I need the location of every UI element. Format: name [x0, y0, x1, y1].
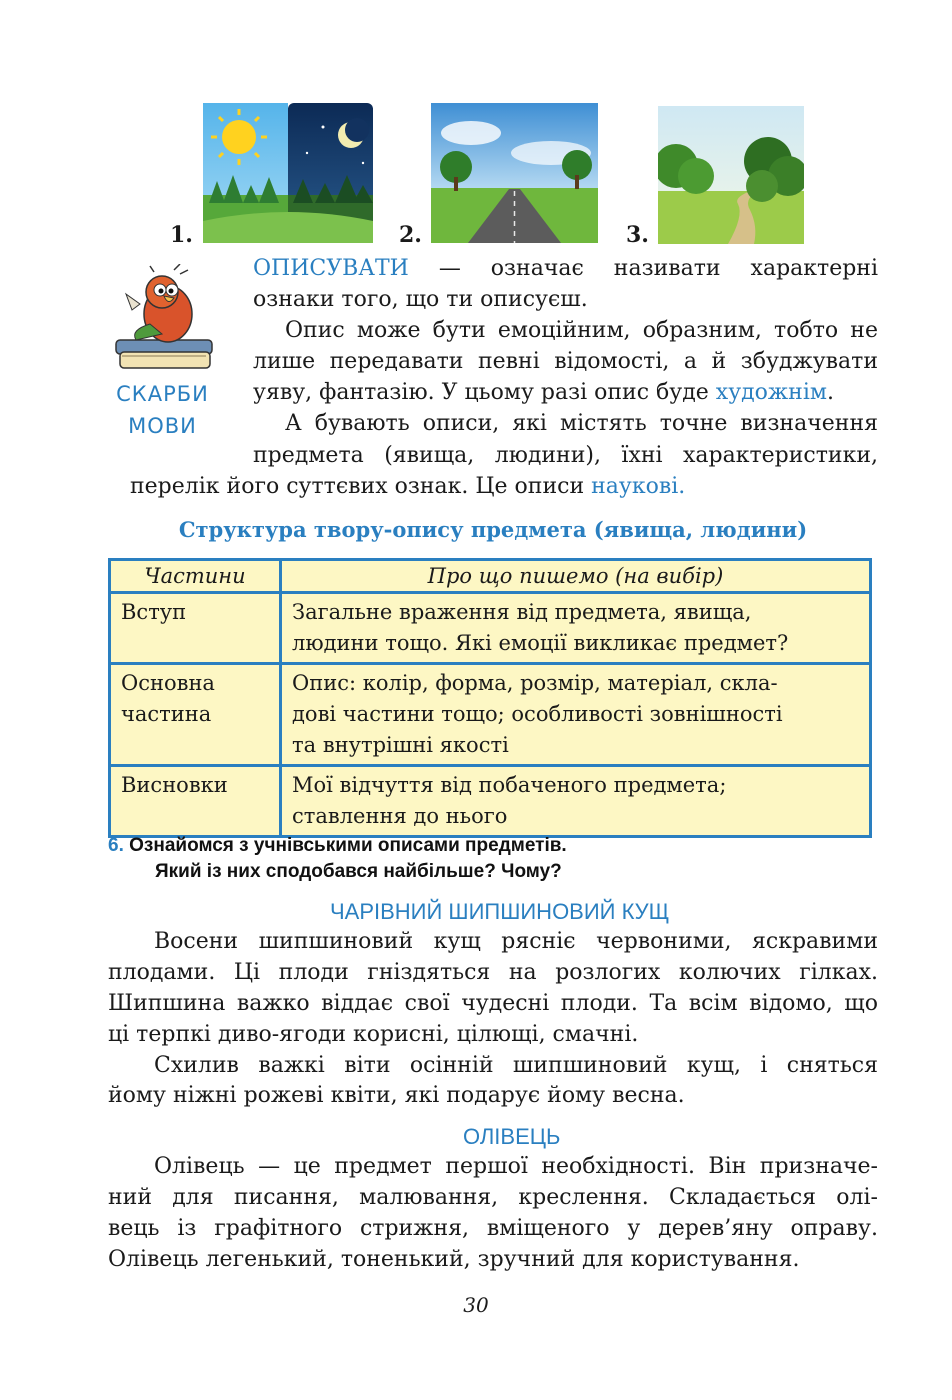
- intro-line-8: [130, 474, 685, 499]
- task-number: 6.: [108, 835, 124, 856]
- row-about-conclusion-line2: ставлення до нього: [292, 804, 508, 828]
- column-header-about: Про що пишемо (на вибір): [281, 560, 871, 593]
- essay1-line-3: Шипшина важко віддає свої чудесні плоди. Та всім відомо, що: [108, 991, 878, 1016]
- row-about-main-line2: дові частини тощо; особливості зовнішності: [292, 702, 783, 726]
- table-row: [110, 766, 871, 837]
- intro-line-3: Опис може бути емоційним, образним, тобто не: [285, 318, 878, 343]
- road-image: [431, 103, 598, 243]
- row-about-intro: [281, 593, 871, 664]
- intro-line-5: [253, 380, 878, 405]
- row-part-main: [110, 664, 281, 766]
- row-about-main: [281, 664, 871, 766]
- image-label-3: 3.: [626, 222, 649, 248]
- essay1-line-5: Схилив важкі віти осінній шипшиновий кущ, і сняться: [154, 1053, 878, 1078]
- page-number: 30: [463, 1293, 489, 1317]
- intro-line-7: предмета (явища, людини), їхні характеристики,: [253, 443, 878, 468]
- keyword-naukovi: наукові.: [591, 474, 686, 499]
- row-about-conclusion: [281, 766, 871, 837]
- skarbi-movy-label-line2: МОВИ: [128, 414, 197, 438]
- essay1-line-4: ці терпкі диво-ягоди корисні, цілющі, смачні.: [108, 1022, 639, 1047]
- row-about-main-line3: та внутрішні якості: [292, 733, 509, 757]
- row-part-intro: Вступ: [110, 593, 281, 664]
- essay1-line-1: Восени шипшиновий кущ рясніє червоними, яскравими: [154, 929, 878, 954]
- table-row: [110, 593, 871, 664]
- task-line-1-text: Ознайомся з учнівськими описами предметів.: [123, 835, 567, 856]
- row-part-main-line2: частина: [121, 702, 212, 726]
- table-header-row: [110, 560, 871, 593]
- intro-line-5-text: уяву, фантазію. У цьому разі опис буде: [253, 380, 716, 405]
- keyword-khudozhnim: художнім: [715, 380, 827, 405]
- intro-line-2: ознаки того, що ти описуєш.: [253, 287, 588, 312]
- path-landscape-image: [658, 106, 804, 244]
- essay-title-pencil: ОЛІВЕЦЬ: [463, 1124, 561, 1149]
- intro-line-8-text: перелік його суттєвих ознак. Це описи: [130, 474, 592, 499]
- intro-line-4: лише передавати певні відомості, а й збуджувати: [253, 349, 878, 374]
- day-night-image: [203, 103, 373, 243]
- row-about-main-line1: Опис: колір, форма, розмір, матеріал, скла-: [292, 671, 778, 695]
- intro-line-6: А бувають описи, які містять точне визначення: [285, 411, 878, 436]
- image-label-2: 2.: [399, 222, 422, 248]
- task-line-2: Який із них сподобався найбільше? Чому?: [155, 861, 562, 882]
- essay2-line-1: Олівець — це предмет першої необхідності. Він призначе-: [154, 1154, 878, 1179]
- row-about-intro-line2: людини тощо. Які емоції викликає предмет?: [292, 631, 789, 655]
- table-title: Структура твору-опису предмета (явища, людини): [178, 517, 808, 542]
- structure-table: [108, 558, 872, 838]
- image-label-1: 1.: [170, 222, 193, 248]
- keyword-opysuvaty: ОПИСУВАТИ: [253, 256, 409, 281]
- essay1-line-6: йому ніжні рожеві квіти, які подарує йому весна.: [108, 1083, 685, 1108]
- essay2-line-2: ний для писання, малювання, креслення. Складається олі-: [108, 1185, 878, 1210]
- essay2-line-3: вець із графітного стрижня, вміщеного у дерев’яну оправу.: [108, 1216, 878, 1241]
- row-about-intro-line1: Загальне враження від предмета, явища,: [292, 600, 752, 624]
- intro-line-1-text: — означає називати характерні: [408, 256, 878, 281]
- task-line-1: [108, 835, 567, 857]
- essay1-line-2: плодами. Ці плоди гніздяться на розлогих колючих гілках.: [108, 960, 878, 985]
- row-part-conclusion: Висновки: [110, 766, 281, 837]
- row-part-main-line1: Основна: [121, 671, 215, 695]
- parrot-on-books-icon: [110, 264, 215, 376]
- intro-line-1: [253, 256, 878, 281]
- row-about-conclusion-line1: Мої відчуття від побаченого предмета;: [292, 773, 727, 797]
- intro-line-5-period: .: [826, 380, 834, 405]
- essay2-line-4: Олівець легенький, тоненький, зручний для користування.: [108, 1247, 800, 1272]
- table-row: [110, 664, 871, 766]
- skarbi-movy-label-line1: СКАРБИ: [116, 382, 209, 406]
- essay-title-rosehip: ЧАРІВНИЙ ШИПШИНОВИЙ КУЩ: [330, 899, 670, 924]
- column-header-parts: Частини: [110, 560, 281, 593]
